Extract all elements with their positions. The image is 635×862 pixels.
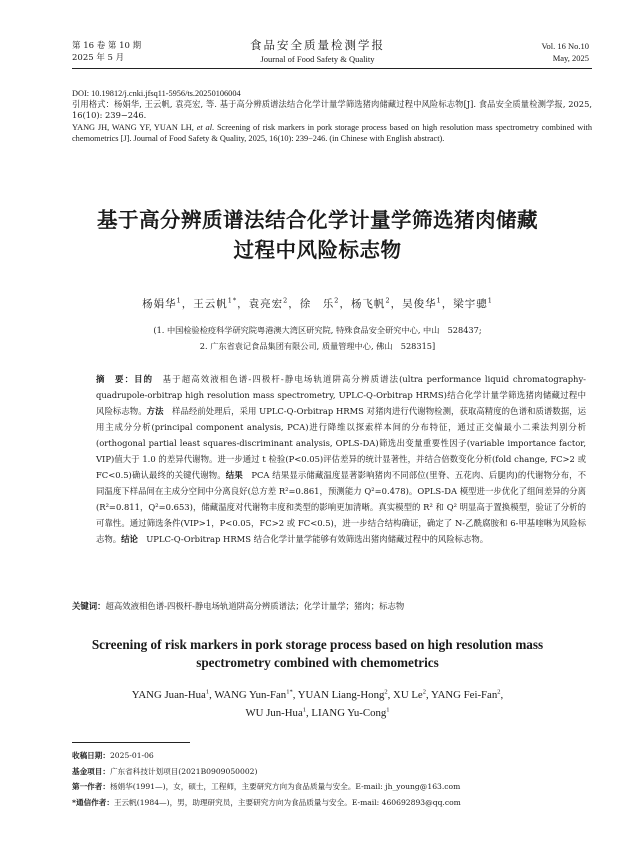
title-cn-line-1: 基于高分辨质谱法结合化学计量学筛选猪肉储藏 bbox=[97, 208, 538, 232]
author-affiliation-mark: 2 bbox=[385, 296, 391, 305]
author-name: WANG Yun-Fan bbox=[214, 688, 287, 701]
author-name: 杨娟华 bbox=[142, 298, 177, 310]
author bbox=[300, 298, 351, 310]
footnote-text: 杨娟华(1991—)，女，硕士，工程师，主要研究方向为食品质量与安全。E-mail: jh_young@163.com bbox=[109, 782, 461, 791]
footnote-rule bbox=[72, 742, 190, 743]
author-name: XU Le bbox=[393, 688, 423, 701]
author-separator: ， bbox=[288, 298, 300, 310]
author-affiliation-mark: 2 bbox=[283, 296, 289, 305]
conclusion-text: UPLC-Q-Orbitrap HRMS 结合化学计量学能够有效筛选出猪肉储藏过程中的风险标志物。 bbox=[146, 534, 489, 544]
author-name: YUAN Liang-Hong bbox=[297, 688, 385, 701]
abstract-label: 摘 要： bbox=[96, 374, 135, 384]
footnote-text: 王云帆(1984—)，男，助理研究员，主要研究方向为食品质量与安全。E-mail: 460692893@qq.com bbox=[113, 797, 461, 807]
journal-title-en: Journal of Food Safety & Quality bbox=[260, 54, 375, 64]
author-separator: ， bbox=[181, 298, 194, 310]
footnote-label: 基金项目： bbox=[72, 766, 110, 776]
keywords-label: 关键词： bbox=[72, 601, 106, 611]
authors-cn bbox=[0, 296, 635, 311]
author-name: WU Jun-Hua bbox=[245, 707, 303, 720]
citation-en-authors: YANG JH, WANG YF, YUAN LH, bbox=[72, 122, 197, 132]
author-separator: ， bbox=[441, 298, 454, 310]
footnote-corresponding-author bbox=[72, 795, 592, 811]
footnote-first-author bbox=[72, 779, 592, 795]
author-affiliation-mark: 1 bbox=[436, 296, 442, 305]
keywords bbox=[72, 599, 592, 613]
author bbox=[249, 298, 300, 310]
author-separator: , bbox=[425, 688, 431, 701]
citation-en-rest: . Screening of risk markers in pork storage process based on high resolution mass spectrometry combined with chemometrics [J]. Journal of Food Safety & Quality, 2025, 16(10): 239−246. (in Chinese with English abstract). bbox=[72, 122, 593, 143]
author bbox=[214, 689, 297, 701]
objective-text: 基于超高效液相色谱-四极杆-静电场轨道阱高分辨质谱法(ultra performance liquid chromatography-quadrupole-orbitrap high resolution mass spectrometry, UPLC-Q-Orbitrap HRMS)结合化学计量学筛选猪肉储藏过程中风险标志物。 bbox=[96, 374, 587, 416]
author bbox=[311, 707, 389, 719]
author bbox=[245, 707, 311, 719]
affiliations bbox=[0, 322, 635, 354]
footnote-label: 收稿日期： bbox=[72, 751, 110, 760]
authors-en bbox=[0, 684, 635, 721]
author-name: 徐 乐 bbox=[299, 298, 335, 310]
citation-en bbox=[72, 122, 592, 144]
author bbox=[453, 298, 493, 310]
method-text: 样品经前处理后，采用 UPLC-Q-Orbitrap HRMS 对猪肉进行代谢物检测，获取高精度的色谱和质谱数据，运用主成分分析(principal component analysis, PCA)进行降维以探索样本间的分布特征，通过正交偏最小二乘法判别分析(orthogonal partial least squares-discriminant analysis, OPLS-DA)筛选出变量重要性因子(variable importance factor, VIP)值大于 1.0 的差异代谢物。进一步通过 t 检验(P<0.05)评估差异的统计显著性，并结合倍数变化分析(fold change, FC>2 或 FC<0.5)确认最终的关键代谢物。 bbox=[96, 406, 587, 480]
affiliation-1: (1. 中国检验检疫科学研究院粤港澳大湾区研究院, 特殊食品安全研究中心, 中山 528437; bbox=[153, 325, 482, 335]
paper-title-en: Screening of risk markers in pork storage process based on high resolution mass spectrometry combined with chemometrics bbox=[91, 637, 544, 670]
author-separator: , bbox=[500, 688, 504, 701]
citation-cn: 引用格式：杨娟华, 王云帆, 袁亮宏, 等. 基于高分辨质谱法结合化学计量学筛选猪肉储藏过程中风险标志物[J]. 食品安全质量检测学报, 2025, 16(10): 239−246. bbox=[72, 99, 592, 121]
abstract bbox=[96, 371, 586, 547]
author bbox=[132, 689, 215, 701]
header-rule bbox=[72, 68, 592, 69]
author bbox=[193, 298, 248, 310]
author-name: LIANG Yu-Cong bbox=[311, 707, 387, 720]
author-affiliation-mark: 1 bbox=[176, 296, 182, 305]
objective-label: 目的 bbox=[134, 374, 154, 384]
citation-block bbox=[72, 88, 592, 144]
author bbox=[393, 689, 431, 701]
author-affiliation-mark: 2 bbox=[384, 688, 388, 695]
keywords-text: 超高效液相色谱-四极杆-静电场轨道阱高分辨质谱法；化学计量学；猪肉；标志物 bbox=[105, 601, 405, 611]
author-separator: ， bbox=[339, 298, 351, 310]
author-affiliation-mark: 1 bbox=[386, 706, 390, 714]
citation-en-etal: et al bbox=[196, 122, 213, 132]
doi: DOI: 10.19812/j.cnki.jfsq11-5956/ts.20250106004 bbox=[72, 89, 241, 98]
author-name: 王云帆 bbox=[193, 298, 228, 310]
author-separator: , bbox=[387, 688, 394, 701]
paper-title-cn bbox=[0, 205, 635, 265]
author bbox=[431, 689, 503, 701]
author-affiliation-mark: 2 bbox=[497, 688, 501, 695]
author-affiliation-mark: 1* bbox=[286, 688, 293, 695]
conclusion-label: 结论 bbox=[121, 534, 138, 544]
author-affiliation-mark: 1* bbox=[227, 296, 238, 305]
footnote-received bbox=[72, 748, 592, 764]
issue-cn: 第 16 卷 第 10 期 bbox=[72, 41, 142, 51]
author-separator: , bbox=[306, 707, 312, 720]
author-affiliation-mark: 2 bbox=[422, 688, 426, 695]
method-label: 方法 bbox=[146, 406, 164, 416]
author-affiliation-mark: 1 bbox=[205, 688, 210, 695]
author-name: 杨飞帆 bbox=[350, 298, 386, 310]
author bbox=[298, 689, 393, 701]
author-separator: , bbox=[292, 688, 298, 701]
footnote-text: 2025-01-06 bbox=[109, 751, 154, 760]
author-separator: ， bbox=[390, 298, 403, 310]
result-text: PCA 结果显示储藏温度显著影响猪肉不同部位(里脊、五花肉、后腿肉)的代谢物分布，不同温度下样品间在主成分空间中分离良好(总方差 R²=0.861，预测能力 Q²=0.478)。OPLS-DA 模型进一步优化了组间差异的分离(R²=0.811，Q²=0.653)，储藏温度对代谢物丰度和类型的影响更加清晰。真实模型的 R² 和 Q² 明显高于置换模型，验证了分析的可靠性。通过筛选条件(VIP>1，P<0.05，FC>2 或 FC<0.5)，进一步结合结构确证，确定了 N-乙酰腐胺和 6-甲基喹啉为风险标志物。 bbox=[96, 470, 587, 544]
footnote-label: *通信作者： bbox=[72, 797, 114, 807]
volume-en: Vol. 16 No.10 bbox=[541, 41, 589, 51]
author-name: 吴俊华 bbox=[402, 298, 437, 310]
author bbox=[142, 298, 193, 310]
journal-title-cn: 食品安全质量检测学报 bbox=[250, 38, 385, 52]
footnotes bbox=[72, 748, 592, 810]
author-affiliation-mark: 1 bbox=[302, 706, 306, 714]
author-name: 袁亮宏 bbox=[248, 298, 284, 310]
journal-header bbox=[0, 38, 635, 65]
title-cn-line-2: 过程中风险标志物 bbox=[233, 238, 402, 262]
author-affiliation-mark: 2 bbox=[334, 296, 340, 305]
author-separator: ， bbox=[237, 298, 249, 310]
authors-en-line-1 bbox=[0, 684, 635, 703]
author-name: YANG Juan-Hua bbox=[131, 688, 206, 701]
date-cn: 2025 年 5 月 bbox=[72, 53, 125, 63]
footnote-label: 第一作者： bbox=[72, 782, 110, 791]
authors-en-line-2 bbox=[0, 703, 635, 722]
header-right bbox=[541, 40, 589, 64]
author bbox=[402, 298, 453, 310]
author-affiliation-mark: 1 bbox=[487, 296, 493, 305]
author bbox=[351, 298, 402, 310]
footnote-funding bbox=[72, 764, 592, 780]
affiliation-2: 2. 广东省袁记食品集团有限公司, 质量管理中心, 佛山 528315] bbox=[199, 341, 436, 351]
author-name: 梁宇骢 bbox=[453, 298, 488, 310]
footnote-text: 广东省科技计划项目(2021B0909050002) bbox=[109, 766, 258, 776]
result-label: 结果 bbox=[225, 470, 243, 480]
author-name: YANG Fei-Fan bbox=[430, 688, 498, 701]
author-separator: , bbox=[209, 688, 215, 701]
date-en: May, 2025 bbox=[552, 53, 589, 63]
